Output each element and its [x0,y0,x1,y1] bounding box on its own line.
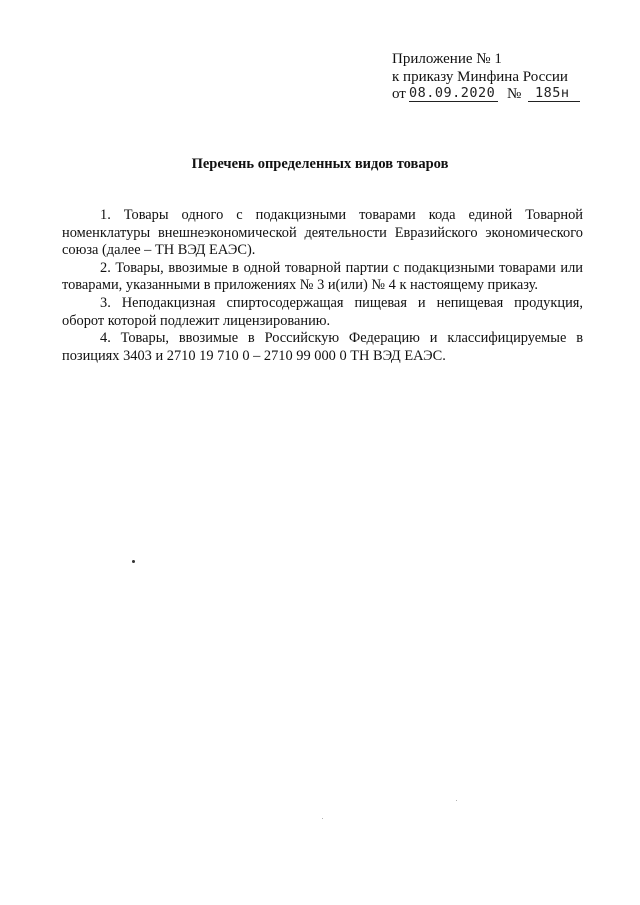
order-date-number-row [392,86,632,104]
order-number: 185н [535,85,570,101]
document-body [62,207,583,365]
date-underline [409,101,498,102]
appendix-header [392,51,632,104]
order-date: 08.09.2020 [409,85,496,101]
appendix-number: Приложение № 1 [392,51,502,67]
order-reference: к приказу Минфина России [392,68,568,85]
list-item: 3. Неподакцизная спиртосодержащая пищевая и непищевая продукция, оборот которой подлежит лицензированию. [62,294,583,329]
number-underline [528,101,580,102]
date-prefix: от [392,86,406,102]
scan-speck [132,560,135,563]
list-item: 2. Товары, ввозимые в одной товарной партии с подакцизными товарами или товарами, указанными в приложениях № 3 и(или) № 4 к настоящему приказу. [62,259,583,294]
list-item: 4. Товары, ввозимые в Российскую Федерацию и классифицируемые в позициях 3403 и 2710 19 710 0 – 2710 99 000 0 ТН ВЭД ЕАЭС. [62,330,583,364]
number-label: № [507,86,522,102]
scan-speck [456,800,457,801]
list-item: 1. Товары одного с подакцизными товарами кода единой Товарной номенклатуры внешнеэкономической деятельности Евразийского экономического союза (далее – ТН ВЭД ЕАЭС). [62,207,583,259]
document-title: Перечень определенных видов товаров [191,156,449,172]
scan-speck [322,818,323,819]
